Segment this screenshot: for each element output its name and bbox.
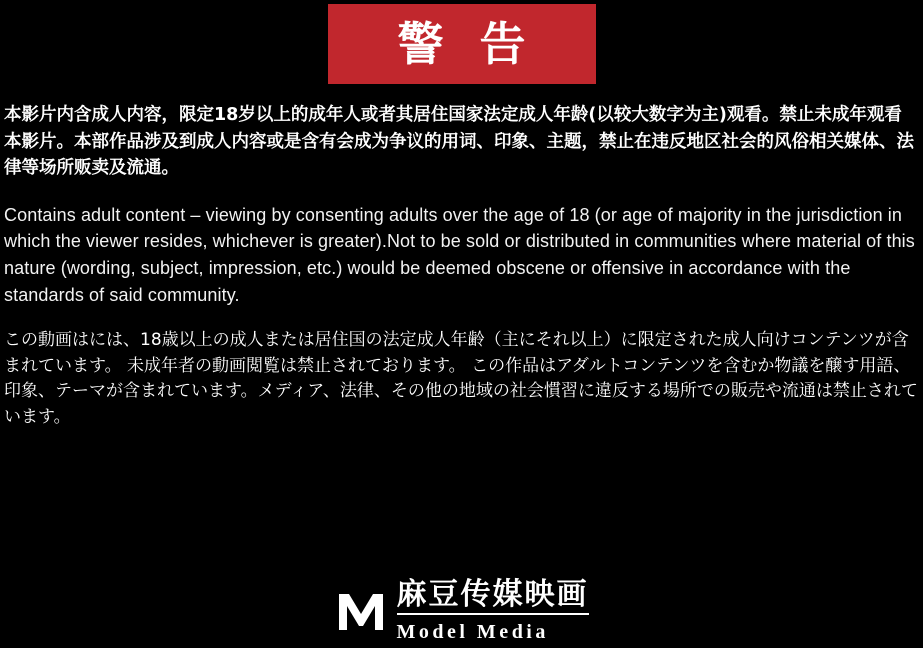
- logo-brand-en: Model Media: [396, 621, 549, 643]
- logo-m-icon: [335, 588, 387, 634]
- warning-paragraph-japanese: この動画はには、18歳以上の成人または居住国の法定成人年齢（主にそれ以上）に限定された成人向けコンテンツが含まれています。 未成年者の動画閲覧は禁止されております。 この作品はアダルトコンテンツを含むか物議を醸す用語、印象、テーマが含まれています。メディア、法律、その他の地域の社会慣習に違反する場所での販売や流通は禁止されています。: [4, 330, 918, 427]
- warning-banner-container: [0, 0, 923, 84]
- warning-text-content: [0, 102, 923, 430]
- logo-divider: [397, 613, 589, 615]
- brand-logo: [0, 577, 923, 643]
- warning-paragraph-chinese: 本影片内含成人内容，限定18岁以上的成年人或者其居住国家法定成人年龄(以较大数字为主)观看。禁止未成年观看本影片。本部作品涉及到成人内容或是含有会成为争议的用词、印象、主题，禁止在违反地区社会的风俗相关媒体、法律等场所贩卖及流通。: [4, 105, 914, 179]
- warning-banner-label: 警 告: [397, 17, 536, 71]
- warning-banner: [328, 4, 596, 84]
- warning-paragraph-english: Contains adult content – viewing by consenting adults over the age of 18 (or age of majority in the jurisdiction in which the viewer resides, whichever is greater).Not to be sold or distributed in communities where material of this nature (wording, subject, impression, etc.) would be deemed obscene or offensive in accordance with the standards of said community.: [4, 204, 915, 305]
- logo-brand-cn: 麻豆传媒映画: [396, 577, 589, 612]
- logo-text-block: [396, 577, 589, 643]
